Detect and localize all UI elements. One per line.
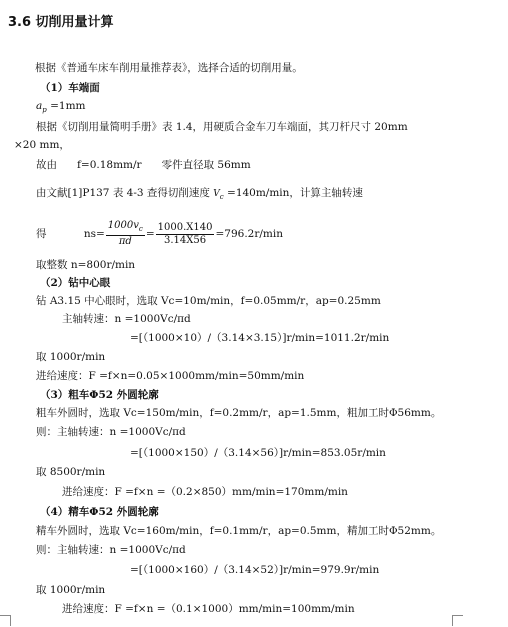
s4-line-3: =[（1000×160）/（3.14×52）]r/min=979.9r/min bbox=[130, 564, 380, 576]
intro-text: 根据《普通车床车削用量推荐表》，选择合适的切削用量。 bbox=[35, 62, 303, 74]
fraction-2: $\frac{1000.X140}{3.14X56}$ bbox=[157, 221, 213, 246]
s1-ref-b: ×20 mm， bbox=[14, 139, 70, 151]
section-heading: 3.6 切削用量计算 bbox=[8, 15, 114, 30]
s2-line-4: 取 1000r/min bbox=[36, 351, 106, 363]
s1-ap: $a_p =1mm$ bbox=[36, 100, 86, 115]
s3-line-1: 粗车外圆时，选取 Vc=150m/min，f=0.2mm/r，ap=1.5mm，粗加工时Φ56mm。 bbox=[36, 407, 442, 419]
s4-line-5: 进给速度：F =f×n =（0.1×1000）mm/min=100mm/min bbox=[62, 603, 355, 615]
s4-line-2: 则：主轴转速：n =1000Vc/πd bbox=[36, 544, 186, 556]
s3-line-3: =[（1000×150）/（3.14×56）]r/min=853.05r/min bbox=[130, 447, 386, 459]
s1-ref-a: 根据《切削用量简明手册》表 1.4，用硬质合金车刀车端面，其刀杆尺寸 20mm bbox=[36, 121, 408, 133]
s1-round: 取整数 n=800r/min bbox=[36, 259, 136, 271]
s3-line-2: 则：主轴转速：n =1000Vc/πd bbox=[36, 426, 186, 438]
s2-title: （2）钻中心眼 bbox=[40, 277, 111, 289]
s1-feed: 故由 f=0.18mm/r 零件直径取 56mm bbox=[36, 159, 251, 171]
s2-line-2: 主轴转速：n =1000Vc/πd bbox=[62, 313, 191, 325]
s1-formula: 得 ns= $\frac{1000v_c}{\pi d}$ = $\frac{1000.X140}{3.14X56}$ =796.2r/min bbox=[36, 220, 283, 247]
s1-vc: 由文献[1]P137 表 4-3 查得切削速度 $V_c =140m/\min$，计算主轴转速 bbox=[36, 187, 363, 201]
s2-line-3: =[（1000×10）/（3.14×3.15）]r/min=1011.2r/min bbox=[130, 332, 390, 344]
s3-line-4: 取 8500r/min bbox=[36, 466, 106, 478]
s3-title: （3）粗车Φ52 外圆轮廓 bbox=[40, 389, 159, 401]
s1-title: （1）车端面 bbox=[40, 82, 100, 94]
crop-mark-left bbox=[0, 615, 11, 626]
s4-line-4: 取 1000r/min bbox=[36, 584, 106, 596]
s4-line-1: 精车外圆时，选取 Vc=160m/min，f=0.1mm/r，ap=0.5mm，精加工时Φ52mm。 bbox=[36, 525, 442, 537]
s4-title: （4）精车Φ52 外圆轮廓 bbox=[40, 506, 159, 518]
s3-line-5: 进给速度：F =f×n =（0.2×850）mm/min=170mm/min bbox=[62, 486, 348, 498]
s2-line-1: 钻 A3.15 中心眼时，选取 Vc=10m/min，f=0.05mm/r，ap=0.25mm bbox=[36, 295, 381, 307]
s2-line-5: 进给速度：F =f×n=0.05×1000mm/min=50mm/min bbox=[36, 370, 305, 382]
fraction-1: $\frac{1000v_c}{\pi d}$ bbox=[107, 220, 143, 247]
crop-mark-right bbox=[452, 615, 463, 626]
